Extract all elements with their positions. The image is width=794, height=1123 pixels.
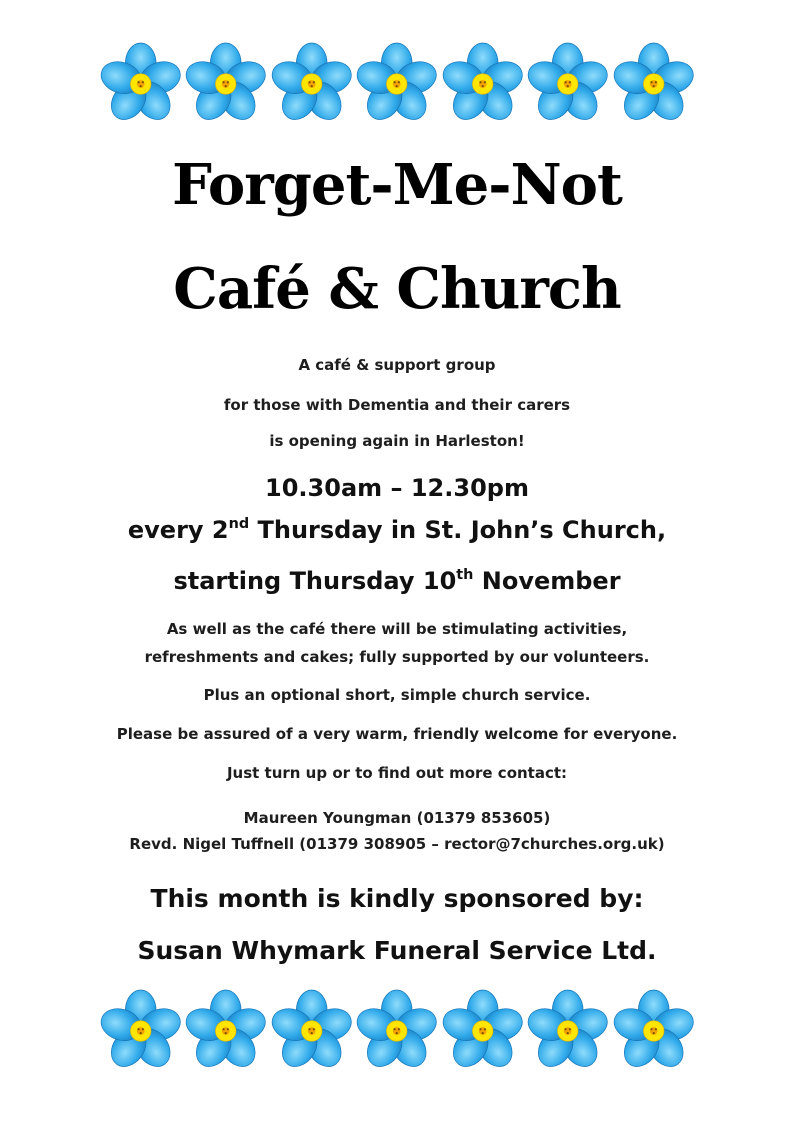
start-prefix: starting Thursday 10 — [173, 567, 457, 595]
title-line-2: Café & Church — [173, 256, 621, 322]
sponsor-heading: This month is kindly sponsored by: — [150, 884, 644, 913]
activities-line-1: As well as the café there will be stimulating activities, — [166, 620, 628, 638]
forget-me-not-flower-icon — [98, 988, 183, 1074]
forget-me-not-flower-icon — [525, 41, 610, 127]
contact-intro: Just turn up or to find out more contact: — [226, 764, 568, 782]
forget-me-not-flower-icon — [611, 41, 696, 127]
start-suffix: November — [473, 567, 621, 595]
start-ordinal: th — [456, 566, 474, 583]
footer-flower-border — [98, 988, 696, 1074]
intro-line-1: A café & support group — [298, 356, 496, 374]
frequency-suffix: Thursday in St. John’s Church, — [249, 516, 667, 544]
intro-line-3: is opening again in Harleston! — [269, 432, 525, 450]
contact-nigel: Revd. Nigel Tuffnell (01379 308905 – rector@7churches.org.uk) — [129, 835, 665, 853]
forget-me-not-flower-icon — [98, 41, 183, 127]
forget-me-not-flower-icon — [269, 988, 354, 1074]
frequency-prefix: every 2 — [127, 516, 229, 544]
event-start-date — [0, 567, 794, 595]
forget-me-not-flower-icon — [525, 988, 610, 1074]
event-time: 10.30am – 12.30pm — [265, 474, 529, 502]
activities-line-2: refreshments and cakes; fully supported by our volunteers. — [144, 648, 650, 666]
forget-me-not-flower-icon — [440, 41, 525, 127]
event-frequency — [0, 516, 794, 544]
welcome-note: Please be assured of a very warm, friendly welcome for everyone. — [116, 725, 678, 743]
sponsor-name: Susan Whymark Funeral Service Ltd. — [137, 936, 657, 965]
frequency-ordinal: nd — [228, 515, 250, 532]
forget-me-not-flower-icon — [269, 41, 354, 127]
church-service-note: Plus an optional short, simple church service. — [203, 686, 591, 704]
forget-me-not-flower-icon — [354, 988, 439, 1074]
forget-me-not-flower-icon — [611, 988, 696, 1074]
forget-me-not-flower-icon — [183, 988, 268, 1074]
title-line-1: Forget-Me-Not — [172, 152, 622, 218]
header-flower-border — [98, 41, 696, 127]
forget-me-not-flower-icon — [183, 41, 268, 127]
contact-maureen: Maureen Youngman (01379 853605) — [243, 809, 551, 827]
intro-line-2: for those with Dementia and their carers — [223, 396, 571, 414]
forget-me-not-flower-icon — [354, 41, 439, 127]
forget-me-not-flower-icon — [440, 988, 525, 1074]
